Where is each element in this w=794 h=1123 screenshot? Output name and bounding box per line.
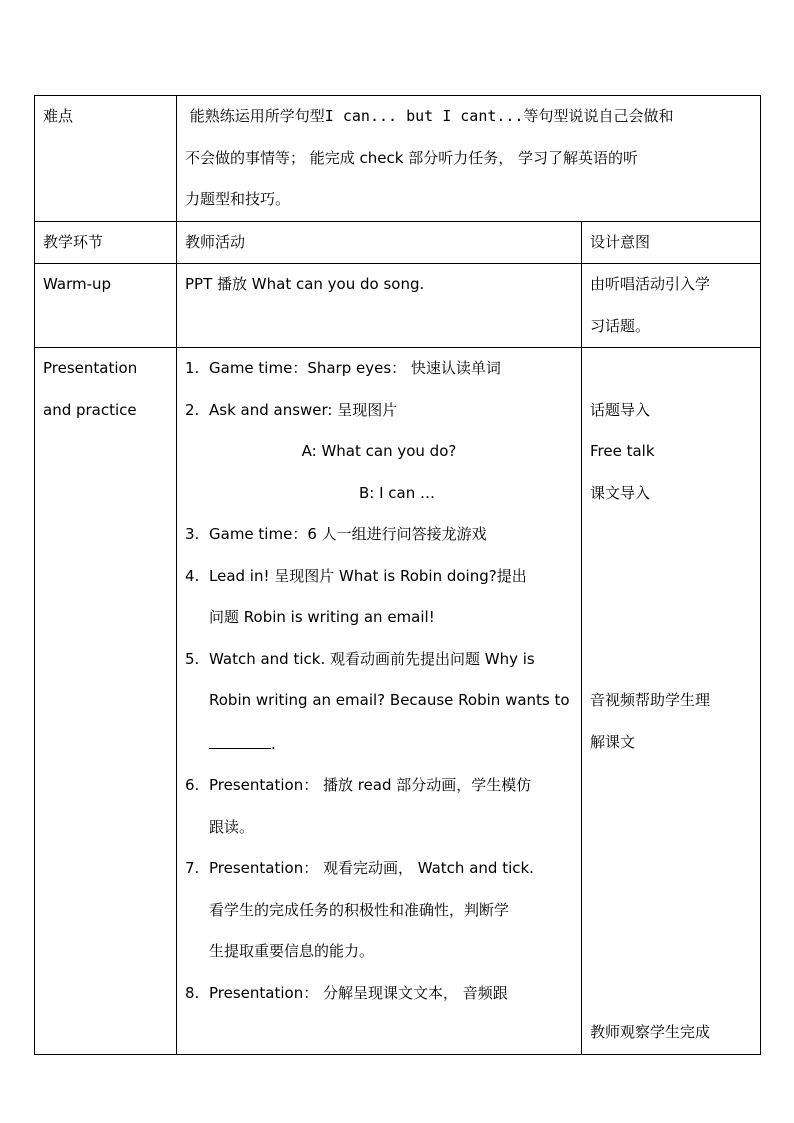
list-item: 3. Game time：6 人一组进行问答接龙游戏 bbox=[185, 525, 487, 543]
dialog-line-b: B: I can … bbox=[358, 483, 436, 502]
list-item: 6. Presentation： 播放 read 部分动画，学生模仿 跟读。 bbox=[185, 776, 532, 836]
list-item: 4. Lead in! 呈现图片 What is Robin doing?提出 问题 Robin is writing an email! bbox=[185, 566, 527, 626]
list-item: 2. Ask and answer: 呈现图片 bbox=[185, 400, 398, 419]
presentation-intent: 话题导入 Free talk 课文导入 音视频帮助学生理 解课文 教师观察学生完成 bbox=[582, 348, 761, 1055]
dialog-line-a: A: What can you do? bbox=[301, 442, 457, 460]
difficulty-line-2: 不会做的事情等； 能完成 check 部分听力任务， 学习了解英语的听 bbox=[185, 148, 638, 167]
list-item: 8. Presentation： 分解呈现课文文本， 音频跟 bbox=[185, 983, 508, 1002]
warmup-activity: PPT 播放 What can you do song. bbox=[177, 264, 582, 348]
warmup-intent: 由听唱活动引入学 习话题。 bbox=[582, 264, 761, 348]
lesson-plan-table bbox=[34, 95, 761, 1055]
presentation-stage: Presentation and practice bbox=[35, 348, 177, 1055]
header-design-intent: 设计意图 bbox=[582, 221, 761, 264]
difficulty-content bbox=[177, 96, 761, 222]
answer-blank bbox=[209, 722, 271, 749]
list-item: 5. Watch and tick. 观看动画前先提出问题 Why is Robin writing an email? Because Robin wants to . bbox=[185, 649, 570, 753]
list-item: 7. Presentation： 观看完动画， Watch and tick. 看学生的完成任务的积极性和准确性，判断学 生提取重要信息的能力。 bbox=[185, 859, 534, 960]
header-teacher-activity: 教师活动 bbox=[177, 221, 582, 264]
header-row bbox=[35, 221, 761, 264]
difficulty-line-1: 能熟练运用所学句型I can... but I cant...等句型说说自己会做和 bbox=[189, 107, 674, 125]
difficulty-row bbox=[35, 96, 761, 222]
activity-list bbox=[185, 348, 573, 1014]
warmup-row bbox=[35, 264, 761, 348]
difficulty-label: 难点 bbox=[35, 96, 177, 222]
header-stage: 教学环节 bbox=[35, 221, 177, 264]
list-item: 1. Game time：Sharp eyes： 快速认读单词 bbox=[185, 359, 501, 377]
sentence-pattern-code: I can... but I cant... bbox=[324, 107, 524, 125]
presentation-row bbox=[35, 348, 761, 1055]
warmup-stage: Warm-up bbox=[35, 264, 177, 348]
presentation-activities bbox=[177, 348, 582, 1055]
difficulty-line-3: 力题型和技巧。 bbox=[185, 190, 291, 208]
